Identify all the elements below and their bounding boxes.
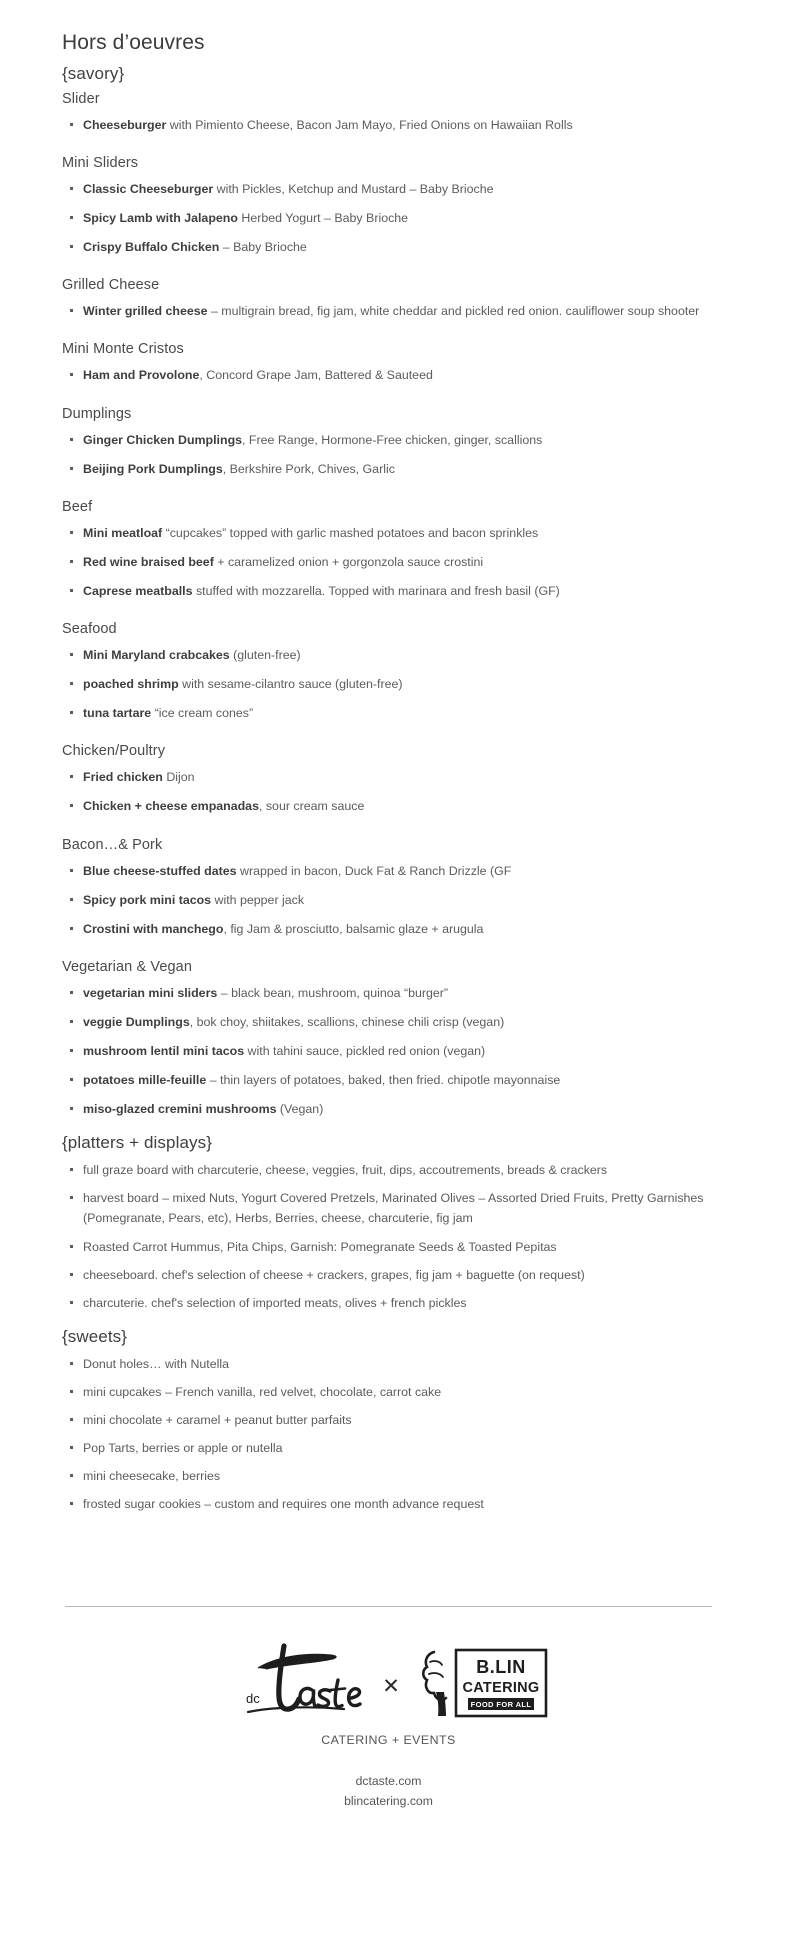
subsection-heading-chicken-poultry: Chicken/Poultry: [62, 743, 166, 760]
item-bold: Mini Maryland crabcakes: [83, 648, 230, 663]
item-rest: Herbed Yogurt – Baby Brioche: [237, 211, 409, 226]
item-rest: – Baby Brioche: [219, 240, 307, 255]
item-bold: Cheeseburger: [83, 118, 167, 132]
list-item: [62, 179, 715, 199]
footer-url-blincatering[interactable]: blincatering.com: [344, 1794, 433, 1809]
list-item: [62, 1041, 715, 1061]
list-item: [62, 459, 715, 479]
list-item: [62, 861, 715, 881]
list-item: [62, 523, 715, 543]
footer-logos: [62, 1637, 715, 1729]
item-list-sweets: [62, 1354, 715, 1515]
item-bold: miso-glazed cremini mushrooms: [83, 1102, 277, 1117]
list-item: [62, 208, 715, 228]
subsection-heading-mini-monte-cristos: Mini Monte Cristos: [62, 341, 184, 358]
subsection-heading-vegetarian-vegan: Vegetarian & Vegan: [62, 958, 192, 975]
item-list-grilled-cheese: [62, 301, 715, 321]
blin-logo-line3: FOOD FOR ALL: [470, 1700, 532, 1710]
item-rest: with sesame-cilantro sauce (gluten-free): [178, 677, 403, 692]
subsection-heading-slider: Slider: [62, 91, 100, 107]
item-bold: potatoes mille-feuille: [83, 1073, 207, 1088]
item-rest: with Pickles, Ketchup and Mustard – Baby Brioche: [213, 182, 494, 197]
item-bold: Classic Cheeseburger: [83, 182, 214, 197]
item-bold: Mini meatloaf: [83, 525, 163, 540]
list-item: [62, 365, 715, 385]
section-platters-displays: [62, 1133, 715, 1313]
list-item: [62, 1099, 715, 1119]
item-list-slider: [62, 115, 715, 135]
list-item: cheeseboard. chef's selection of cheese + crackers, grapes, fig jam + baguette (on request): [62, 1265, 715, 1285]
group-heading-savory: {savory}: [62, 64, 125, 83]
subsection-heading-seafood: Seafood: [62, 621, 117, 638]
item-bold: tuna tartare: [83, 706, 152, 721]
subsection-seafood: [62, 621, 715, 723]
list-item: [62, 552, 715, 572]
item-bold: Red wine braised beef: [83, 554, 214, 569]
subsection-slider: [62, 91, 715, 135]
list-item: mini cupcakes – French vanilla, red velvet, chocolate, carrot cake: [62, 1382, 715, 1402]
item-list-seafood: [62, 645, 715, 723]
item-rest: , Free Range, Hormone-Free chicken, ginger, scallions: [242, 432, 543, 447]
list-item: [62, 890, 715, 910]
section-sweets: [62, 1327, 715, 1515]
list-item: [62, 115, 715, 135]
subsection-heading-beef: Beef: [62, 498, 93, 515]
item-bold: Ginger Chicken Dumplings: [83, 432, 243, 447]
list-item: [62, 581, 715, 601]
page-footer: [62, 1606, 715, 1852]
item-rest: stuffed with mozzarella. Topped with marinara and fresh basil (GF): [192, 583, 560, 598]
item-bold: Spicy Lamb with Jalapeno: [83, 211, 238, 226]
item-rest: – thin layers of potatoes, baked, then fried. chipotle mayonnaise: [206, 1073, 561, 1088]
subsection-heading-mini-sliders: Mini Sliders: [62, 155, 139, 172]
list-item: Pop Tarts, berries or apple or nutella: [62, 1438, 715, 1458]
list-item: charcuterie. chef's selection of imported meats, olives + french pickles: [62, 1293, 715, 1313]
item-rest: , Berkshire Pork, Chives, Garlic: [222, 461, 395, 476]
item-bold: Blue cheese-stuffed dates: [83, 863, 237, 878]
item-rest: wrapped in bacon, Duck Fat & Ranch Drizzle (GF: [236, 863, 512, 878]
footer-url-dctaste[interactable]: dctaste.com: [355, 1774, 422, 1789]
item-bold: Fried chicken: [83, 770, 163, 785]
list-item: Donut holes… with Nutella: [62, 1354, 715, 1374]
list-item: [62, 1070, 715, 1090]
item-list-mini-sliders: [62, 179, 715, 257]
subsection-heading-grilled-cheese: Grilled Cheese: [62, 277, 160, 294]
list-item: mini chocolate + caramel + peanut butter parfaits: [62, 1410, 715, 1430]
list-item: Roasted Carrot Hummus, Pita Chips, Garnish: Pomegranate Seeds & Toasted Pepitas: [62, 1237, 715, 1257]
list-item: [62, 983, 715, 1003]
item-rest: with pepper jack: [211, 892, 305, 907]
item-rest: “ice cream cones”: [151, 706, 254, 721]
subsection-heading-dumplings: Dumplings: [62, 405, 132, 422]
list-item: [62, 645, 715, 665]
subsection-bacon-pork: [62, 837, 715, 939]
item-rest: with Pimiento Cheese, Bacon Jam Mayo, Fried Onions on Hawaiian Rolls: [166, 118, 573, 132]
item-list-bacon-pork: [62, 861, 715, 939]
footer-divider: [65, 1606, 712, 1607]
item-rest: with tahini sauce, pickled red onion (vegan): [244, 1043, 486, 1058]
list-item: [62, 767, 715, 787]
subsection-vegetarian-vegan: [62, 959, 715, 1119]
list-item: [62, 237, 715, 257]
item-bold: poached shrimp: [83, 677, 179, 692]
item-rest: (gluten-free): [229, 648, 301, 663]
footer-tagline: CATERING + EVENTS: [321, 1733, 456, 1748]
item-bold: Crostini with manchego: [83, 921, 224, 936]
group-heading-sweets: {sweets}: [62, 1326, 128, 1346]
item-bold: Caprese meatballs: [83, 583, 193, 598]
subsection-heading-bacon-pork: Bacon…& Pork: [62, 836, 163, 853]
dctaste-logo-dc-text: dc: [246, 1691, 260, 1707]
item-bold: vegetarian mini sliders: [83, 985, 218, 1000]
item-list-mini-monte-cristos: [62, 365, 715, 385]
list-item: [62, 430, 715, 450]
list-item: [62, 796, 715, 816]
subsection-mini-sliders: [62, 155, 715, 257]
blin-logo-line2: CATERING: [462, 1680, 540, 1697]
item-bold: Chicken + cheese empanadas: [83, 799, 259, 814]
item-rest: – black bean, mushroom, quinoa “burger”: [217, 985, 449, 1000]
list-item: [62, 301, 715, 321]
item-list-platters: [62, 1160, 715, 1313]
list-item: full graze board with charcuterie, cheese, veggies, fruit, dips, accoutrements, breads & crackers: [62, 1160, 715, 1180]
blin-logo-svg: [416, 1642, 551, 1724]
group-heading-platters: {platters + displays}: [62, 1133, 212, 1153]
item-bold: Winter grilled cheese: [83, 304, 208, 319]
item-bold: Spicy pork mini tacos: [83, 892, 212, 907]
blin-catering-logo: [416, 1642, 551, 1724]
item-rest: – multigrain bread, fig jam, white cheddar and pickled red onion. cauliflower soup shooter: [207, 304, 700, 319]
item-rest: + caramelized onion + gorgonzola sauce crostini: [213, 554, 484, 569]
list-item: harvest board – mixed Nuts, Yogurt Covered Pretzels, Marinated Olives – Assorted Dried Fruits, Pretty Garnishes (Pomegranate, Pears, etc), Herbs, Berries, cheese, charcuterie, fig jam: [62, 1188, 715, 1228]
logo-separator-x: ✕: [382, 1673, 400, 1698]
item-list-dumplings: [62, 430, 715, 479]
list-item: [62, 703, 715, 723]
subsection-chicken-poultry: [62, 743, 715, 816]
item-list-chicken-poultry: [62, 767, 715, 816]
item-rest: (Vegan): [276, 1102, 324, 1117]
item-rest: , sour cream sauce: [258, 799, 365, 814]
item-bold: mushroom lentil mini tacos: [83, 1043, 245, 1058]
list-item: [62, 1012, 715, 1032]
dctaste-logo: [226, 1640, 366, 1726]
subsection-dumplings: [62, 406, 715, 479]
list-item: [62, 674, 715, 694]
item-rest: , bok choy, shiitakes, scallions, chinese chili crisp (vegan): [189, 1014, 505, 1029]
item-list-vegetarian-vegan: [62, 983, 715, 1119]
list-item: [62, 919, 715, 939]
subsection-beef: [62, 499, 715, 601]
subsection-grilled-cheese: [62, 277, 715, 321]
subsection-mini-monte-cristos: [62, 341, 715, 385]
item-bold: Beijing Pork Dumplings: [83, 461, 223, 476]
dctaste-logo-svg: [226, 1640, 366, 1726]
item-rest: , fig Jam & prosciutto, balsamic glaze + arugula: [223, 921, 484, 936]
list-item: mini cheesecake, berries: [62, 1466, 715, 1486]
blin-logo-line1: B.LIN: [476, 1657, 526, 1678]
item-bold: Crispy Buffalo Chicken: [83, 240, 220, 255]
item-rest: “cupcakes” topped with garlic mashed potatoes and bacon sprinkles: [162, 525, 539, 540]
item-rest: , Concord Grape Jam, Battered & Sauteed: [199, 368, 433, 383]
item-bold: veggie Dumplings: [83, 1014, 190, 1029]
item-list-beef: [62, 523, 715, 601]
list-item: frosted sugar cookies – custom and requires one month advance request: [62, 1494, 715, 1514]
section-savory: [62, 64, 715, 1119]
item-rest: Dijon: [162, 770, 195, 785]
item-bold: Ham and Provolone: [83, 368, 200, 383]
footer-urls: [62, 1772, 715, 1812]
page-title: Hors d’oeuvres: [62, 31, 205, 54]
